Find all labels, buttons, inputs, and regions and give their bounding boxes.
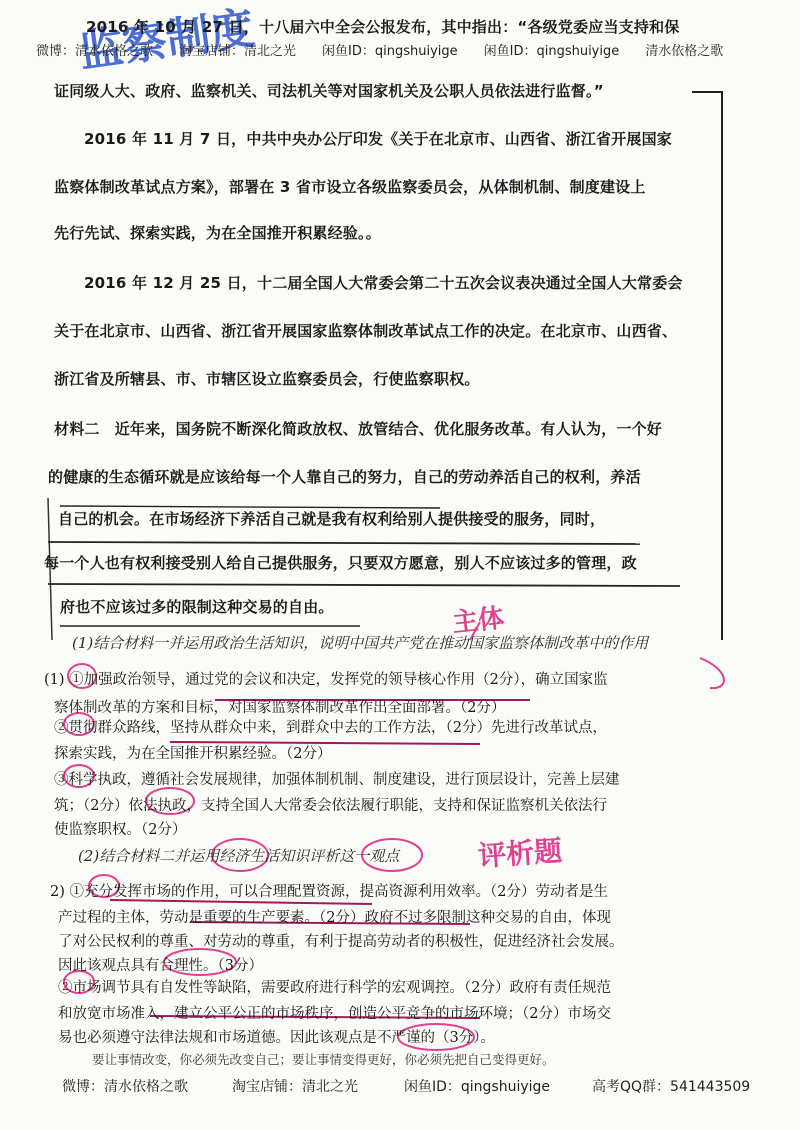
answer-two-line: 产过程的主体，劳动是重要的生产要素。（2分）政府不过多限制这种交易的自由，体现 [58, 910, 611, 926]
answer-two-line: 易也必须遵守法律法规和市场道德。因此该观点是不严谨的（3分）。 [58, 1030, 495, 1046]
material-one-line: 2016 年 12 月 25 日，十二届全国人大常委会第二十五次会议表决通过全国人大常委会 [84, 274, 683, 292]
question-one-handwritten: (1)结合材料一并运用政治生活知识，说明中国共产党在推动国家监察体制改革中的作用 [72, 634, 649, 652]
material-one-line: 证同级人大、政府、监察机关、司法机关等对国家机关及公职人员依法进行监督。” [54, 82, 604, 100]
answer-two-line: ②市场调节具有自发性等缺陷，需要政府进行科学的宏观调控。（2分）政府有责任规范 [58, 980, 611, 996]
pink-annotation-subject: 主体 [450, 603, 506, 639]
question-two-handwritten: (2)结合材料二并运用经济生活知识评析这一观点 [78, 847, 400, 865]
watermark-top: 微博：清水依格之歌 淘宝店铺：清北之光 闲鱼ID：qingshuiyige 闲鱼ID：qingshuiyige 清水依格之歌 [36, 44, 724, 59]
material-one-line: 2016 年 11 月 7 日，中共中央办公厅印发《关于在北京市、山西省、浙江省开展国家 [84, 130, 672, 148]
answer-one-line: 筑；（2分）依法执政，支持全国人大常委会依法履行职能，支持和保证监察机关依法行 [54, 798, 607, 814]
answer-two-line: 了对公民权利的尊重、对劳动的尊重，有利于提高劳动者的积极性，促进经济社会发展。 [58, 934, 624, 950]
material-two-line: 每一个人也有权利接受别人给自己提供服务，只要双方愿意，别人不应该过多的管理，政 [44, 554, 637, 572]
answer-one-line: 使监察职权。（2分） [54, 822, 187, 838]
pink-annotation-evaluate: 评析题 [477, 834, 564, 873]
blue-handwritten-annotation: 监察制度 [75, 2, 258, 78]
material-one-line: 监察体制改革试点方案》，部署在 3 省市设立各级监察委员会，从体制机制、制度建设上 [54, 178, 646, 196]
answer-one-line: (1) ①加强政治领导，通过党的会议和决定，发挥党的领导核心作用（2分），确立国家监 [44, 672, 608, 688]
answer-two-line: 2) ①充分发挥市场的作用，可以合理配置资源，提高资源利用效率。（2分）劳动者是生 [50, 884, 608, 900]
answer-two-line: 和放宽市场准入，建立公平公正的市场秩序，创造公平竞争的市场环境；（2分）市场交 [58, 1006, 611, 1022]
answer-one-line: ③科学执政，遵循社会发展规律，加强体制机制、制度建设，进行顶层设计，完善上层建 [54, 772, 620, 788]
material-two-line: 材料二 近年来，国务院不断深化简政放权、放管结合、优化服务改革。有人认为，一个好 [54, 420, 663, 438]
footer-motto: 要让事情改变，你必须先改变自己；要让事情变得更好，你必须先把自己变得更好。 [92, 1052, 555, 1067]
material-two-line: 的健康的生态循环就是应该给每一个人靠自己的努力，自己的劳动养活自己的权利，养活 [48, 468, 641, 486]
watermark-xianyu: 闲鱼ID：qingshuiyige [404, 1079, 551, 1095]
material-one-line: 先行先试、探索实践，为在全国推开积累经验。。 [54, 224, 381, 242]
answer-two-line: 因此该观点具有合理性。（3分） [58, 958, 263, 974]
answer-one-line: 察体制改革的方案和目标，对国家监察体制改革作出全面部署。（2分） [54, 700, 506, 716]
answer-one-line: ②贯彻群众路线，坚持从群众中来，到群众中去的工作方法，（2分）先进行改革试点， [54, 720, 607, 736]
material-two-line: 自己的机会。在市场经济下养活自己就是我有权利给别人提供接受的服务，同时， [58, 510, 606, 528]
watermark-weibo: 微博：清水依格之歌 [62, 1079, 188, 1095]
material-one-line: 关于在北京市、山西省、浙江省开展国家监察体制改革试点工作的决定。在北京市、山西省、 [54, 322, 678, 340]
material-one-line: 2016 年 10 月 27 日，十八届六中全会公报发布，其中指出：“各级党委应当支持和保 [86, 18, 680, 36]
answer-one-line: 探索实践，为在全国推开积累经验。（2分） [54, 746, 332, 762]
watermark-qq: 高考QQ群：541443509 [592, 1079, 751, 1095]
material-one-line: 浙江省及所辖县、市、市辖区设立监察委员会，行使监察职权。 [54, 370, 480, 388]
material-two-line: 府也不应该过多的限制这种交易的自由。 [60, 598, 334, 616]
watermark-taobao: 淘宝店铺：清北之光 [232, 1079, 358, 1095]
